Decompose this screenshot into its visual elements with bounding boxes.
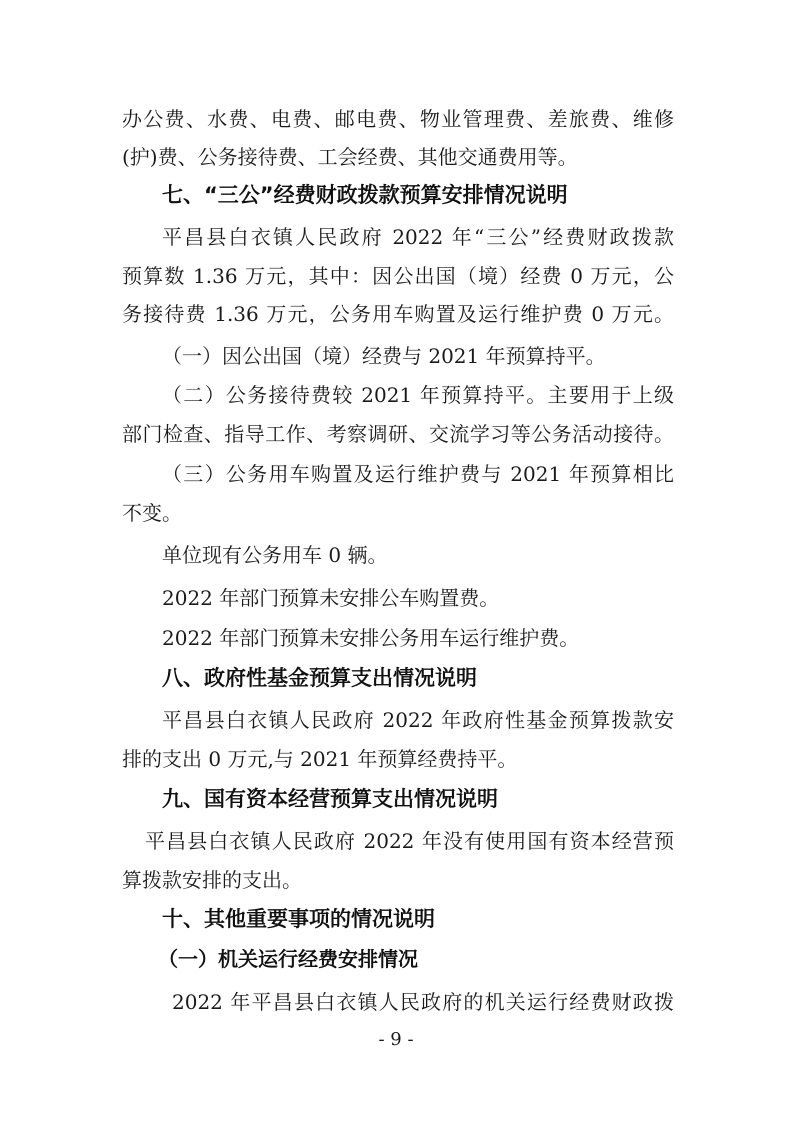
- body-line: 务接待费 1.36 万元，公务用车购置及运行维护费 0 万元。: [122, 302, 674, 326]
- body-line: 平昌县白衣镇人民政府 2022 年政府性基金预算拨款安: [162, 708, 674, 732]
- body-line: 不变。: [122, 501, 182, 525]
- section-heading-7: 七、“三公”经费财政拨款预算安排情况说明: [162, 183, 568, 207]
- body-line: 2022 年平昌县白衣镇人民政府的机关运行经费财政拨: [172, 990, 674, 1014]
- body-line: （三）公务用车购置及运行维护费与 2021 年预算相比: [162, 462, 674, 486]
- section-heading-8: 八、政府性基金预算支出情况说明: [162, 666, 477, 690]
- section-heading-9: 九、国有资本经营预算支出情况说明: [162, 787, 498, 811]
- body-line: 预算数 1.36 万元，其中：因公出国（境）经费 0 万元，公: [122, 264, 674, 288]
- body-line: (护)费、公务接待费、工会经费、其他交通费用等。: [122, 145, 578, 169]
- body-line: 平昌县白衣镇人民政府 2022 年没有使用国有资本经营预: [145, 829, 674, 853]
- body-line: （二）公务接待费较 2021 年预算持平。主要用于上级: [162, 383, 674, 407]
- body-line: 办公费、水费、电费、邮电费、物业管理费、差旅费、维修: [122, 107, 674, 131]
- body-line: 单位现有公务用车 0 辆。: [162, 543, 388, 567]
- body-line: 2022 年部门预算未安排公务用车运行维护费。: [162, 626, 580, 650]
- body-line: 算拨款安排的支出。: [122, 868, 302, 892]
- body-line: 2022 年部门预算未安排公车购置费。: [162, 586, 500, 610]
- section-heading-10: 十、其他重要事项的情况说明: [162, 907, 435, 931]
- page-number: - 9 -: [378, 1029, 414, 1050]
- body-line: 排的支出 0 万元,与 2021 年预算经费持平。: [122, 747, 518, 771]
- body-line: （一）因公出国（境）经费与 2021 年预算持平。: [162, 344, 606, 368]
- body-line: 平昌县白衣镇人民政府 2022 年“三公”经费财政拨款: [162, 225, 674, 249]
- body-line: 部门检查、指导工作、考察调研、交流学习等公务活动接待。: [122, 422, 674, 446]
- subsection-heading: （一）机关运行经费安排情况: [158, 947, 418, 971]
